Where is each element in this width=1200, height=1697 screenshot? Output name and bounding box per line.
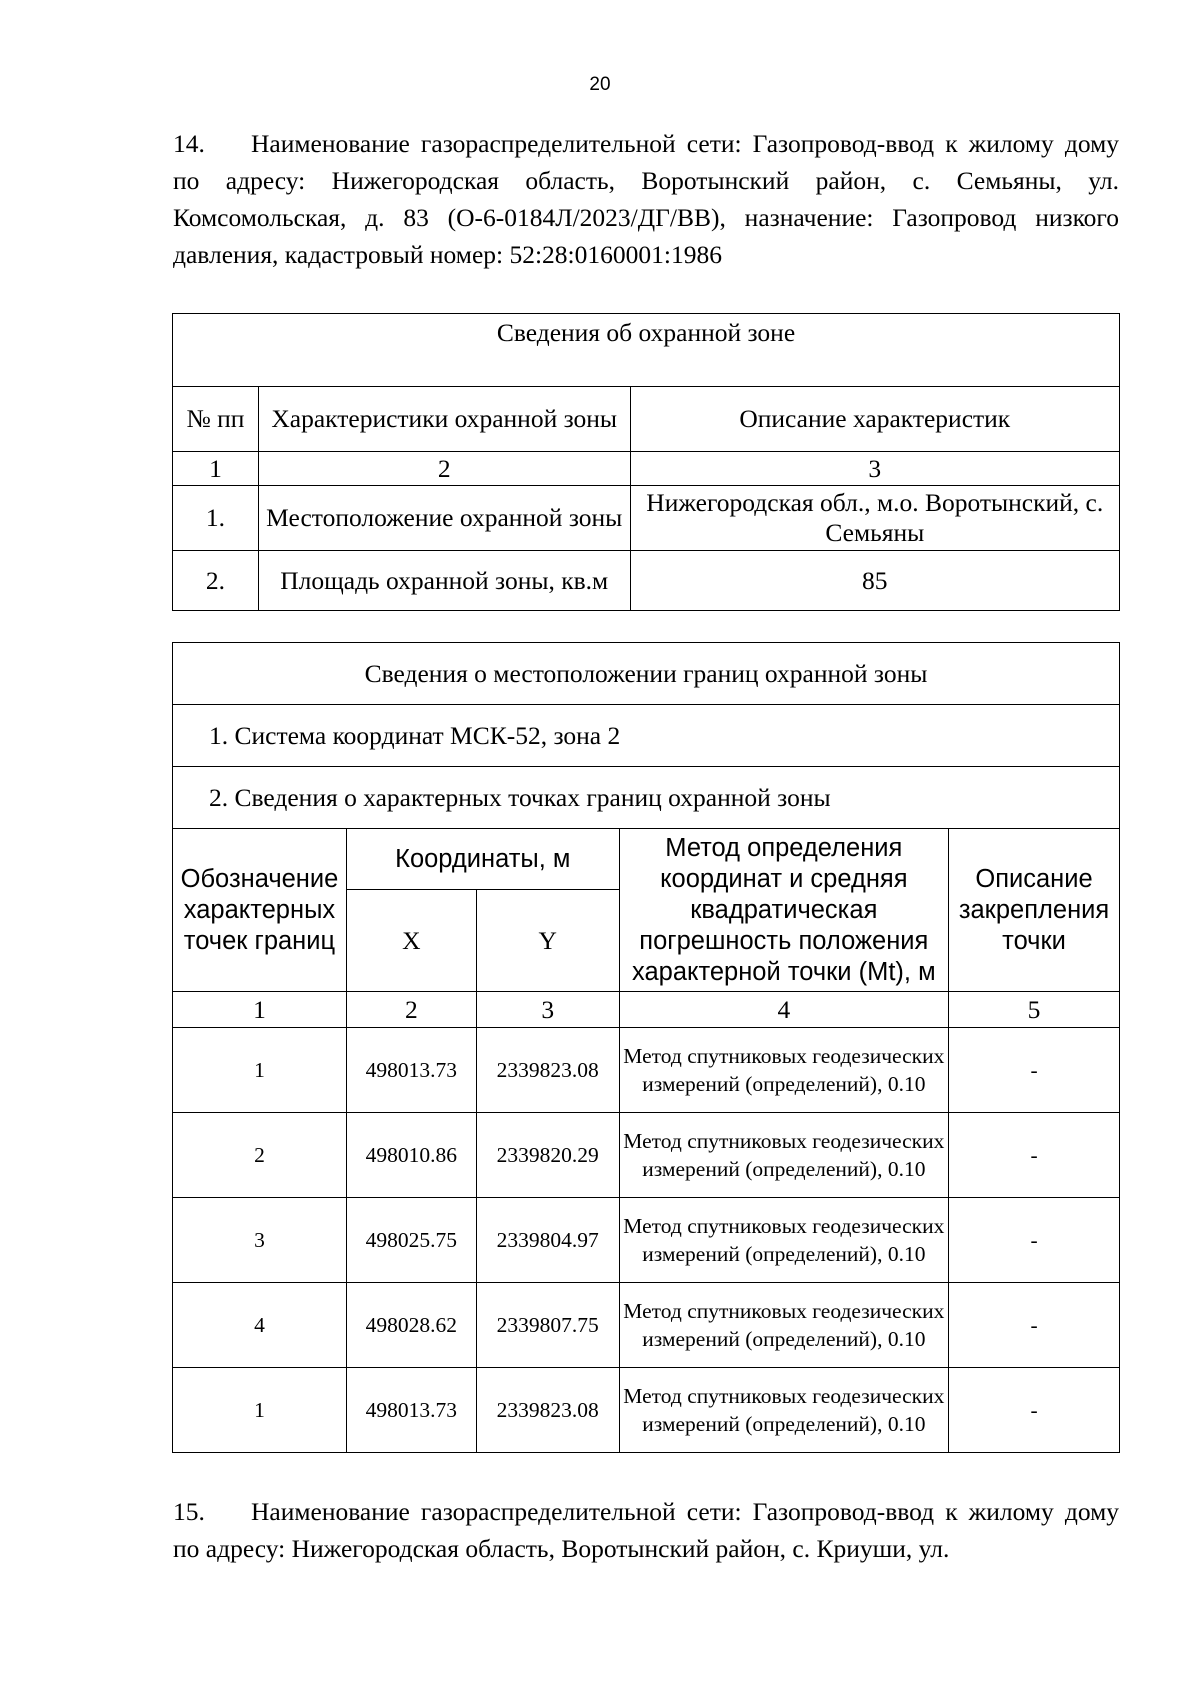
cell-method: Метод спутниковых геодезических измерений (определений), 0.10 (619, 1113, 948, 1198)
boundary-colnum-2: 2 (346, 992, 476, 1028)
boundary-colnum-3: 3 (476, 992, 619, 1028)
boundary-colnum-4: 4 (619, 992, 948, 1028)
table-row (173, 1113, 1120, 1198)
table-row (173, 1028, 1120, 1113)
header-point: Обозначение характерных точек границ (173, 829, 347, 992)
table-row (173, 551, 1120, 611)
table-row (173, 1198, 1120, 1283)
cell-point: 1 (173, 1028, 347, 1113)
header-y: Y (476, 890, 619, 992)
zone-header-characteristic: Характеристики охранной зоны (258, 387, 630, 452)
cell-x: 498010.86 (346, 1113, 476, 1198)
cell-y: 2339823.08 (476, 1028, 619, 1113)
boundary-table-title: Сведения о местоположении границ охранной зоны (173, 643, 1120, 705)
zone-row-number: 2. (173, 551, 259, 611)
cell-point: 3 (173, 1198, 347, 1283)
cell-x: 498025.75 (346, 1198, 476, 1283)
cell-point: 1 (173, 1368, 347, 1453)
header-coordinates: Координаты, м (346, 829, 619, 890)
protection-zone-table (172, 313, 1120, 611)
zone-row-name: Местоположение охранной зоны (258, 486, 630, 551)
zone-row-value: Нижегородская обл., м.о. Воротынский, с. Семьяны (630, 486, 1119, 551)
cell-method: Метод спутниковых геодезических измерений (определений), 0.10 (619, 1198, 948, 1283)
cell-y: 2339804.97 (476, 1198, 619, 1283)
zone-colnum-3: 3 (630, 452, 1119, 486)
item-15-text: Наименование газораспределительной сети: Газопровод-ввод к жилому дому по адресу: Нижегородская область, Воротынский район, с. Криуши, ул. (173, 1497, 1119, 1563)
cell-y: 2339820.29 (476, 1113, 619, 1198)
item-15-number: 15. (173, 1497, 205, 1526)
points-caption: 2. Сведения о характерных точках границ охранной зоны (173, 767, 1120, 829)
boundary-colnum-1: 1 (173, 992, 347, 1028)
zone-colnum-2: 2 (258, 452, 630, 486)
page-number: 20 (589, 74, 611, 95)
cell-description: - (949, 1113, 1120, 1198)
zone-colnum-1: 1 (173, 452, 259, 486)
boundary-location-table (172, 642, 1120, 1453)
header-x: X (346, 890, 476, 992)
zone-table-title: Сведения об охранной зоне (173, 314, 1120, 387)
cell-method: Метод спутниковых геодезических измерений (определений), 0.10 (619, 1368, 948, 1453)
table-row (173, 1283, 1120, 1368)
cell-method: Метод спутниковых геодезических измерений (определений), 0.10 (619, 1028, 948, 1113)
cell-y: 2339807.75 (476, 1283, 619, 1368)
cell-method: Метод спутниковых геодезических измерений (определений), 0.10 (619, 1283, 948, 1368)
zone-row-name: Площадь охранной зоны, кв.м (258, 551, 630, 611)
zone-row-value: 85 (630, 551, 1119, 611)
item-14-paragraph (173, 125, 1119, 273)
table-row (173, 1368, 1120, 1453)
item-14-text: Наименование газораспределительной сети: Газопровод-ввод к жилому дому по адресу: Нижегородская область, Воротынский район, с. Семьяны, ул. Комсомольская, д. 83 (О-6-0184Л/2023/ДГ/ВВ), назначение: Газопровод низкого давления, кадастровый номер: 52:28:0160001:1986 (173, 129, 1119, 269)
table-row (173, 486, 1120, 551)
header-method: Метод определения координат и средняя квадратическая погрешность положения характерной точки (Mt), м (619, 829, 948, 992)
item-15-paragraph (173, 1493, 1119, 1567)
cell-x: 498028.62 (346, 1283, 476, 1368)
cell-y: 2339823.08 (476, 1368, 619, 1453)
zone-header-description: Описание характеристик (630, 387, 1119, 452)
zone-header-num: № пп (173, 387, 259, 452)
header-description: Описание закрепления точки (949, 829, 1120, 992)
cell-description: - (949, 1198, 1120, 1283)
cell-point: 4 (173, 1283, 347, 1368)
cell-x: 498013.73 (346, 1028, 476, 1113)
cell-description: - (949, 1028, 1120, 1113)
cell-description: - (949, 1283, 1120, 1368)
cell-description: - (949, 1368, 1120, 1453)
coordinate-system: 1. Система координат МСК-52, зона 2 (173, 705, 1120, 767)
item-14-number: 14. (173, 129, 205, 158)
boundary-colnum-5: 5 (949, 992, 1120, 1028)
cell-x: 498013.73 (346, 1368, 476, 1453)
zone-row-number: 1. (173, 486, 259, 551)
cell-point: 2 (173, 1113, 347, 1198)
